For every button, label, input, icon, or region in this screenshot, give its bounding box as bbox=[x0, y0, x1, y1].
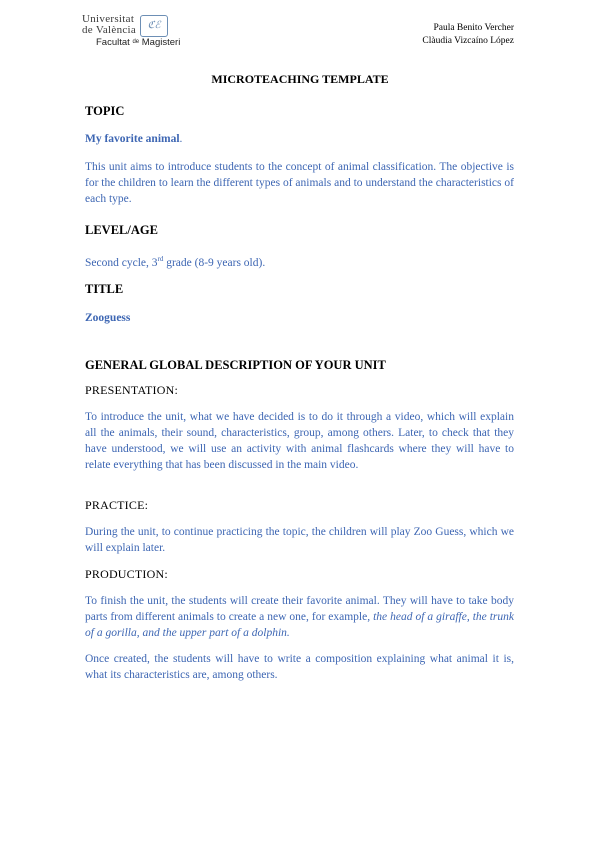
university-emblem-icon: ℭℰ bbox=[140, 15, 168, 37]
topic-description: This unit aims to introduce students to the concept of animal classification. The objective is for the children to learn the different types of animals and to understand the characteristics of each type. bbox=[85, 161, 514, 205]
authors-block bbox=[422, 22, 514, 48]
presentation-text: To introduce the unit, what we have decided is to do it through a video, which will explain all the animals, their sound, characteristics, group, among others. Later, to check that they have understood, we will use an activity with animal flashcards where they will have to relate everything that has been discussed in the main video. bbox=[85, 411, 514, 471]
faculty-magisteri: Magisteri bbox=[141, 37, 181, 48]
production-text bbox=[85, 593, 514, 641]
title-value: Zooguess bbox=[85, 312, 131, 324]
level-heading: LEVEL/AGE bbox=[85, 223, 158, 237]
level-text-before: Second cycle, 3 bbox=[85, 256, 158, 269]
closing-text: Once created, the students will have to write a composition explaining what animal it is, what its characteristics are, among others. bbox=[85, 653, 514, 681]
university-logo bbox=[82, 14, 212, 48]
author-1: Paula Benito Vercher bbox=[433, 23, 514, 33]
university-line1: Universitat bbox=[82, 13, 135, 25]
level-text-after: grade (8-9 years old). bbox=[163, 256, 266, 269]
practice-label: PRACTICE: bbox=[85, 498, 149, 512]
practice-text: During the unit, to continue practicing the topic, the children will play Zoo Guess, which we will explain later. bbox=[85, 526, 514, 554]
general-heading: GENERAL GLOBAL DESCRIPTION OF YOUR UNIT bbox=[85, 358, 386, 372]
topic-heading: TOPIC bbox=[85, 104, 125, 118]
production-label: PRODUCTION: bbox=[85, 567, 168, 581]
level-superscript: rd bbox=[157, 255, 164, 263]
university-name bbox=[82, 14, 136, 36]
production-example: the head of a giraffe, the trunk of a gorilla, and the upper part of a dolphin. bbox=[85, 611, 515, 639]
faculty-name bbox=[96, 37, 180, 48]
university-line2: de València bbox=[82, 24, 137, 36]
production-text-main: To finish the unit, the students will create their favorite animal. They will have to take body parts from different animals to create a new one, for example, bbox=[85, 595, 514, 623]
document-title: MICROTEACHING TEMPLATE bbox=[211, 72, 389, 86]
topic-name-line bbox=[85, 131, 514, 147]
topic-name: My favorite animal bbox=[85, 133, 180, 145]
presentation-label: PRESENTATION: bbox=[85, 383, 178, 397]
topic-name-suffix: . bbox=[179, 133, 183, 145]
faculty-word: Facultat bbox=[96, 37, 130, 48]
author-2: Clàudia Vizcaíno López bbox=[422, 36, 514, 46]
title-heading: TITLE bbox=[85, 282, 124, 296]
faculty-de: de bbox=[132, 39, 140, 45]
level-text bbox=[85, 251, 514, 271]
